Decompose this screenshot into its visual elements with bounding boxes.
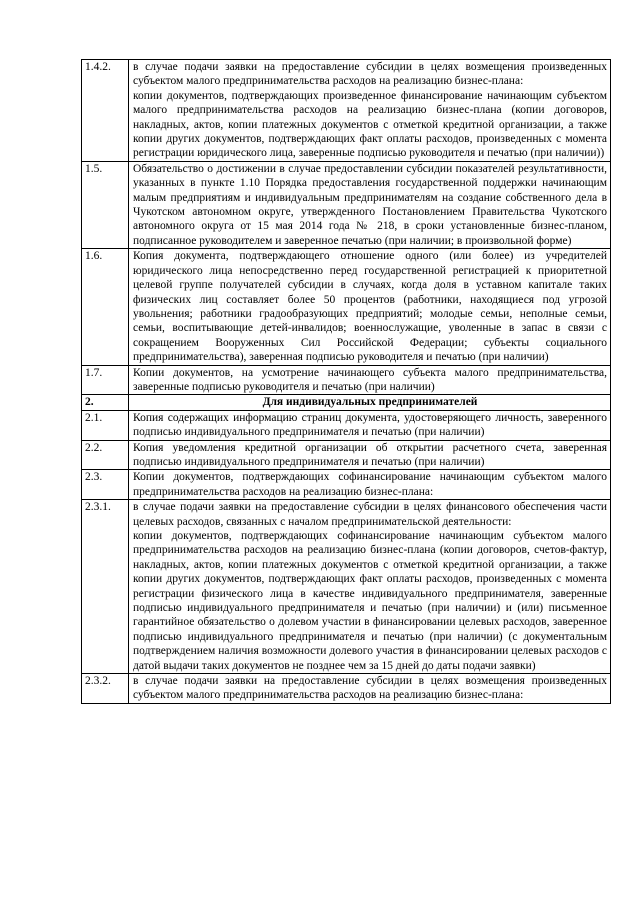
row-paragraph: Копия уведомления кредитной организации об открытии расчетного счета, заверенная подписью индивидуального предпринимателя и печатью (при наличии)	[133, 441, 607, 468]
row-number: 2.2.	[82, 440, 129, 470]
row-text	[129, 410, 611, 440]
row-number: 1.4.2.	[82, 60, 129, 162]
section-title	[129, 395, 611, 410]
row-number: 2.1.	[82, 410, 129, 440]
table-row	[82, 60, 611, 162]
table-row	[82, 674, 611, 704]
table-row	[82, 440, 611, 470]
row-paragraph: Копия документа, подтверждающего отношение одного (или более) из учредителей юридического лица непосредственно перед государственной регистрацией к приоритетной целевой группе получателей субсидии в случаях, когда доля в уставном капитале таких физических лиц составляет более 50 процентов (работники, находящиеся под угрозой увольнения; работники градообразующих предприятий; молодые семьи, неполные семьи, семьи, воспитывающие детей-инвалидов; военнослужащие, уволенные в запас в связи с сокращением Вооруженных Сил Российской Федерации; субъекты социального предпринимательства), заверенная подписью руководителя и печатью (при наличии)	[133, 250, 607, 364]
row-text	[129, 60, 611, 162]
row-text	[129, 500, 611, 674]
row-number: 2.3.2.	[82, 674, 129, 704]
table-row	[82, 410, 611, 440]
table-row	[82, 249, 611, 365]
row-number: 1.5.	[82, 161, 129, 248]
row-text	[129, 365, 611, 395]
row-number: 2.3.	[82, 470, 129, 500]
row-text	[129, 470, 611, 500]
table-row	[82, 500, 611, 674]
row-paragraph: Копии документов, подтверждающих софинансирование начинающим субъектом малого предпринимательства расходов на реализацию бизнес-плана:	[133, 471, 607, 498]
table-row	[82, 470, 611, 500]
row-number: 1.6.	[82, 249, 129, 365]
row-text	[129, 674, 611, 704]
section-number: 2.	[82, 395, 129, 410]
row-text	[129, 161, 611, 248]
section-header-row	[82, 395, 611, 410]
row-number: 2.3.1.	[82, 500, 129, 674]
row-paragraph: в случае подачи заявки на предоставление субсидии в целях возмещения произведенных субъектом малого предпринимательства расходов на реализацию бизнес-плана:	[133, 675, 607, 702]
row-number: 1.7.	[82, 365, 129, 395]
row-paragraph: Копии документов, на усмотрение начинающего субъекта малого предпринимательства, заверенные подписью руководителя и печатью (при наличии)	[133, 366, 607, 393]
row-text	[129, 440, 611, 470]
requirements-table	[81, 59, 611, 704]
section-title-text: Для индивидуальных предпринимателей	[262, 396, 478, 409]
row-paragraph: в случае подачи заявки на предоставление субсидии в целях возмещения произведенных субъектом малого предпринимательства расходов на реализацию бизнес-плана:	[133, 61, 607, 88]
row-paragraph: копии документов, подтверждающих произведенное финансирование начинающим субъектом малого предпринимательства расходов на реализацию бизнес-плана (копии договоров, накладных, актов, копии платежных документов с отметкой кредитной организации, а также копии других документов, подтверждающих факт оплаты расходов, произведенных с момента регистрации юридического лица, заверенные подписью руководителя и печатью (при наличии))	[133, 89, 607, 160]
row-paragraph: Копия содержащих информацию страниц документа, удостоверяющего личность, заверенного подписью индивидуального предпринимателя и печатью (при наличии)	[133, 411, 607, 439]
row-paragraph: в случае подачи заявки на предоставление субсидии в целях финансового обеспечения части целевых расходов, связанных с началом предпринимательской деятельности:	[133, 501, 607, 528]
row-text	[129, 249, 611, 365]
row-paragraph: копии документов, подтверждающих софинансирование начинающим субъектом малого предпринимательства расходов на реализацию бизнес-плана (копии договоров, счетов-фактур, накладных, актов, копии платежных документов с отметкой кредитной организации, а также копии других документов, подтверждающих факт оплаты расходов, произведенных с момента регистрации физического лица в качестве индивидуального предпринимателя, заверенные подписью индивидуального предпринимателя и печатью (при наличии) и (или) письменное гарантийное обязательство о долевом участии в финансировании целевых расходов, заверенное подписью индивидуального предпринимателя и печатью (при наличии) (с документальным подтверждением наличия возможности долевого участия в финансировании целевых расходов с датой выдачи таких документов не позднее чем за 15 дней до даты подачи заявки)	[133, 530, 607, 672]
row-paragraph: Обязательство о достижении в случае предоставлении субсидии показателей результативности, указанных в пункте 1.10 Порядка предоставления государственной поддержки начинающим малым предприятиям и индивидуальным предпринимателям на создание собственного дела в Чукотском автономном округе, утвержденного Постановлением Правительства Чукотского автономного округа от 15 мая 2014 года № 218, в сроки установленные бизнес-планом, подписанное руководителем и заверенное печатью (при наличии; в произвольной форме)	[133, 162, 607, 247]
table-row	[82, 161, 611, 248]
table-row	[82, 365, 611, 395]
